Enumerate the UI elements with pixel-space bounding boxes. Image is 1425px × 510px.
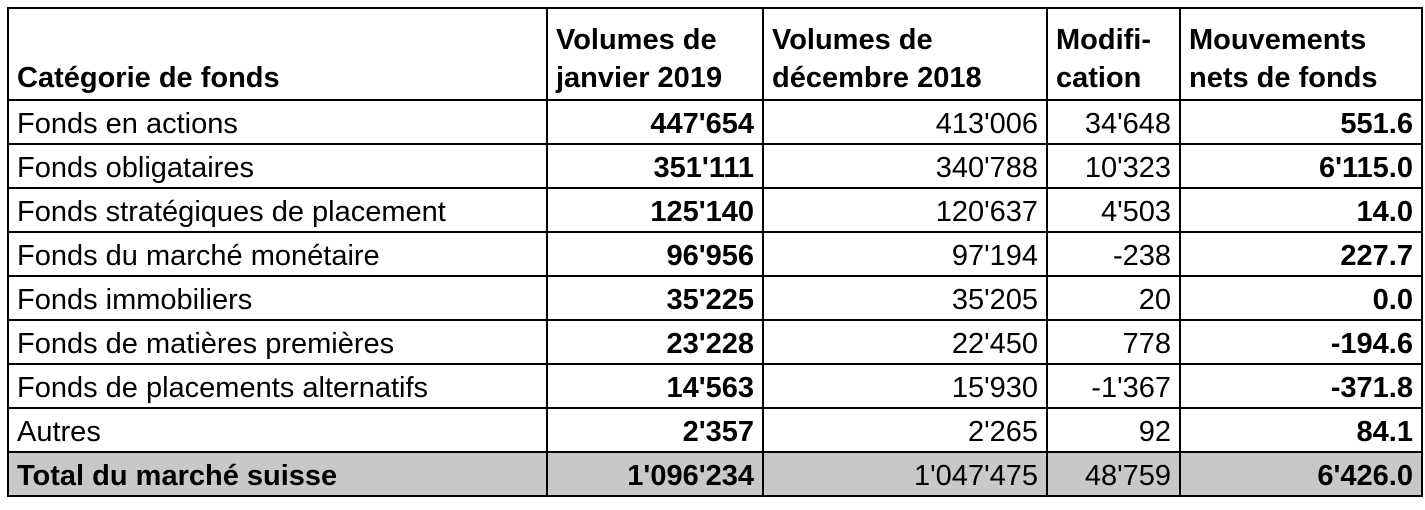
cell-dec2018: 35'205 [763, 276, 1047, 320]
cell-flows: 227.7 [1180, 232, 1422, 276]
cell-change: -238 [1047, 232, 1180, 276]
header-category-label: Catégorie de fonds [17, 62, 280, 94]
cell-category: Fonds stratégiques de placement [8, 188, 547, 232]
table-row [8, 320, 1422, 364]
cell-change: 34'648 [1047, 100, 1180, 144]
cell-category: Fonds en actions [8, 100, 547, 144]
cell-change: 778 [1047, 320, 1180, 364]
table-row [8, 100, 1422, 144]
header-dec2018-line1: Volumes de [772, 24, 933, 56]
total-jan2019: 1'096'234 [547, 452, 763, 496]
total-row [8, 452, 1422, 496]
cell-change: 4'503 [1047, 188, 1180, 232]
header-category [8, 8, 547, 100]
cell-category: Fonds immobiliers [8, 276, 547, 320]
table-row [8, 408, 1422, 452]
cell-category: Autres [8, 408, 547, 452]
cell-dec2018: 97'194 [763, 232, 1047, 276]
header-dec2018 [763, 8, 1047, 100]
cell-jan2019: 23'228 [547, 320, 763, 364]
cell-category: Fonds de placements alternatifs [8, 364, 547, 408]
cell-category: Fonds obligataires [8, 144, 547, 188]
cell-flows: -371.8 [1180, 364, 1422, 408]
cell-change: 20 [1047, 276, 1180, 320]
table-row [8, 232, 1422, 276]
header-jan2019-line2: janvier 2019 [556, 62, 723, 94]
cell-jan2019: 14'563 [547, 364, 763, 408]
table-row [8, 276, 1422, 320]
header-flows [1180, 8, 1422, 100]
cell-jan2019: 447'654 [547, 100, 763, 144]
cell-dec2018: 340'788 [763, 144, 1047, 188]
header-flows-line1: Mouvements [1189, 24, 1367, 56]
total-dec2018: 1'047'475 [763, 452, 1047, 496]
table-row [8, 188, 1422, 232]
cell-flows: 84.1 [1180, 408, 1422, 452]
cell-dec2018: 120'637 [763, 188, 1047, 232]
cell-flows: 551.6 [1180, 100, 1422, 144]
total-change: 48'759 [1047, 452, 1180, 496]
header-row [8, 8, 1422, 100]
cell-category: Fonds du marché monétaire [8, 232, 547, 276]
header-change-line2: cation [1056, 62, 1142, 94]
cell-dec2018: 413'006 [763, 100, 1047, 144]
table-row [8, 144, 1422, 188]
cell-flows: 0.0 [1180, 276, 1422, 320]
cell-dec2018: 15'930 [763, 364, 1047, 408]
cell-flows: 14.0 [1180, 188, 1422, 232]
cell-jan2019: 2'357 [547, 408, 763, 452]
cell-jan2019: 96'956 [547, 232, 763, 276]
cell-flows: 6'115.0 [1180, 144, 1422, 188]
total-flows: 6'426.0 [1180, 452, 1422, 496]
cell-jan2019: 351'111 [547, 144, 763, 188]
total-category: Total du marché suisse [8, 452, 547, 496]
cell-dec2018: 2'265 [763, 408, 1047, 452]
cell-change: -1'367 [1047, 364, 1180, 408]
cell-change: 10'323 [1047, 144, 1180, 188]
header-change-line1: Modifi- [1056, 24, 1152, 56]
cell-flows: -194.6 [1180, 320, 1422, 364]
cell-jan2019: 35'225 [547, 276, 763, 320]
cell-category: Fonds de matières premières [8, 320, 547, 364]
header-jan2019-line1: Volumes de [556, 24, 717, 56]
fund-volumes-table [7, 7, 1423, 497]
cell-jan2019: 125'140 [547, 188, 763, 232]
fund-volumes-table-container [7, 7, 1423, 497]
header-dec2018-line2: décembre 2018 [772, 62, 982, 94]
table-row [8, 364, 1422, 408]
cell-dec2018: 22'450 [763, 320, 1047, 364]
header-flows-line2: nets de fonds [1189, 62, 1378, 94]
header-jan2019 [547, 8, 763, 100]
header-change [1047, 8, 1180, 100]
cell-change: 92 [1047, 408, 1180, 452]
